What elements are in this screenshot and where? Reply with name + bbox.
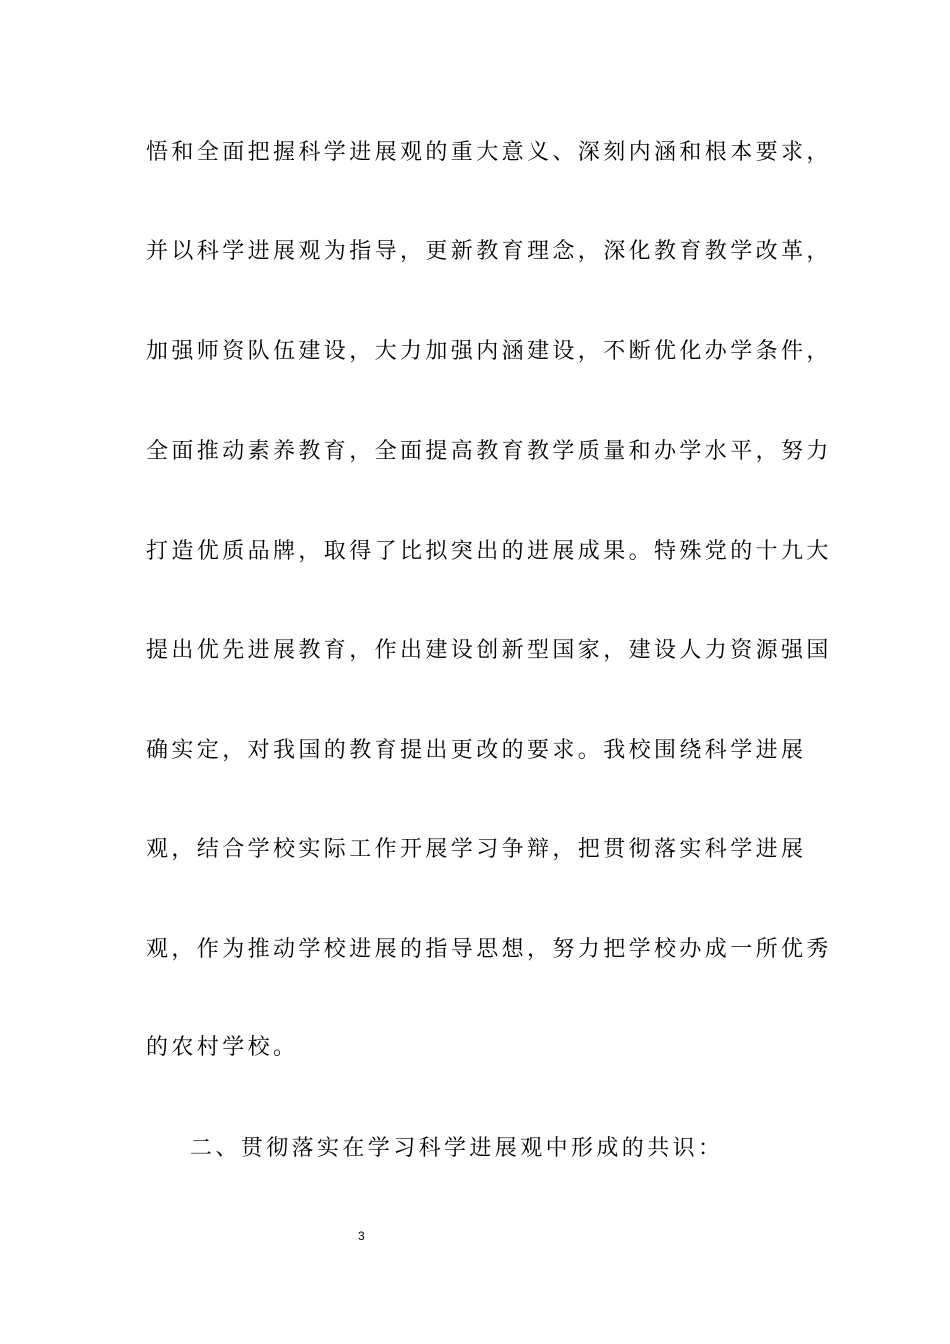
paragraph-line: 全面推动素养教育，全面提高教育教学质量和办学水平，努力 xyxy=(146,439,832,464)
paragraph-line: 确实定，对我国的教育提出更改的要求。我校围绕科学进展 xyxy=(146,738,807,763)
paragraph-line: 观，结合学校实际工作开展学习争辩，把贯彻落实科学进展 xyxy=(146,837,807,862)
paragraph-line: 加强师资队伍建设，大力加强内涵建设，不断优化办学条件， xyxy=(146,339,832,364)
paragraph-line: 悟和全面把握科学进展观的重大意义、深刻内涵和根本要求， xyxy=(146,140,832,165)
paragraph-line: 并以科学进展观为指导，更新教育理念，深化教育教学改革， xyxy=(146,239,832,264)
section-heading: 二、贯彻落实在学习科学进展观中形成的共识： xyxy=(190,1136,724,1161)
paragraph-line: 提出优先进展教育，作出建设创新型国家，建设人力资源强国 xyxy=(146,638,832,663)
paragraph-line: 观，作为推动学校进展的指导思想，努力把学校办成一所优秀 xyxy=(146,937,832,962)
paragraph-line: 的农村学校。 xyxy=(146,1035,299,1060)
page-number: 3 xyxy=(358,1229,365,1243)
paragraph-line: 打造优质品牌，取得了比拟突出的进展成果。特殊党的十九大 xyxy=(146,539,832,564)
